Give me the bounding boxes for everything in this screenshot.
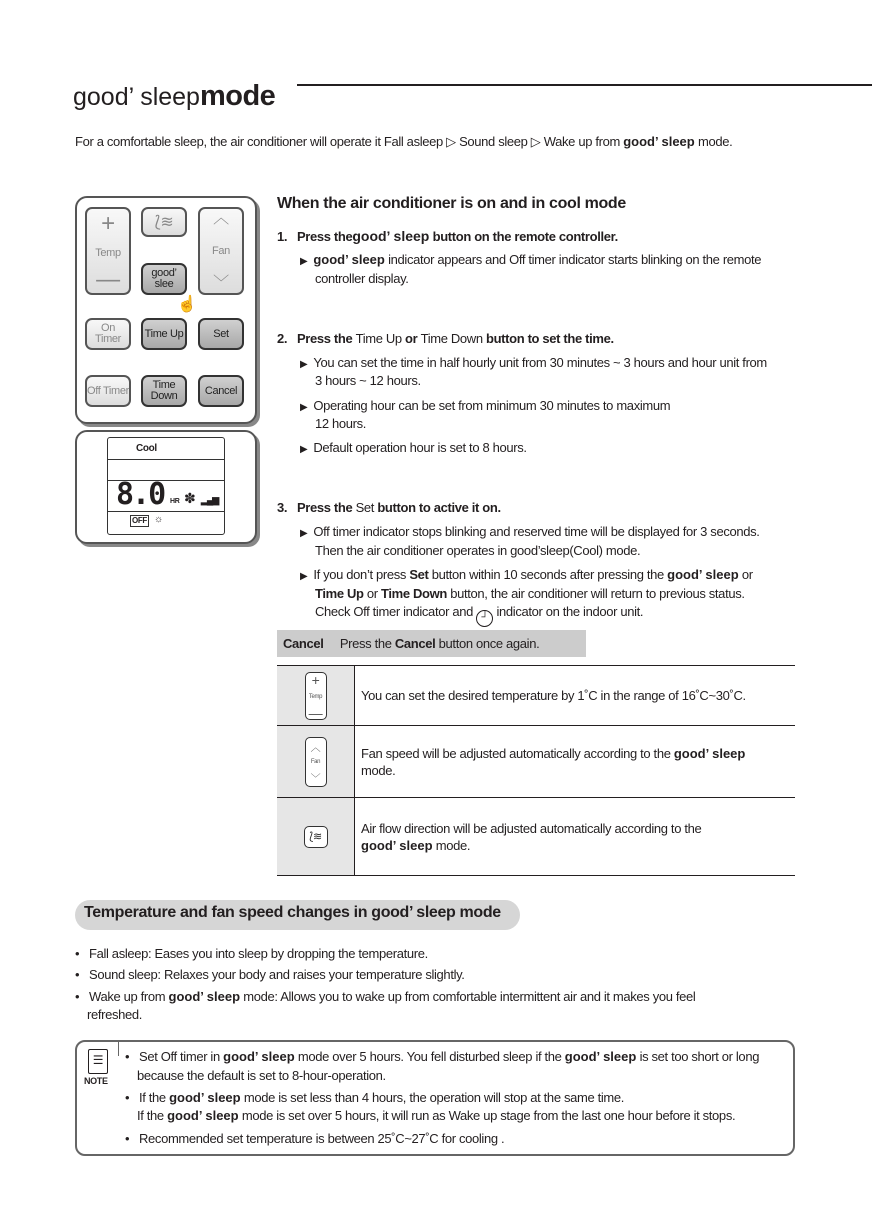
bullet: ▶ Default operation hour is set to 8 hours. [300, 440, 527, 455]
t: If you don’t press [313, 567, 410, 582]
t: Temperature and fan speed changes in [84, 904, 372, 921]
t: Time Down [381, 586, 447, 601]
plus-icon: + [101, 210, 115, 237]
t: Time Up [355, 331, 402, 346]
on-timer-button: On Timer [85, 318, 131, 350]
minus-icon: — [96, 266, 120, 293]
t: Press the [296, 500, 356, 515]
remote-illustration [75, 196, 257, 424]
time-down-button: Time Down [141, 375, 187, 407]
bullet: ▶ You can set the time in half hourly unit from 30 minutes ~ 3 hours and hour unit from [300, 355, 767, 370]
arrow-icon: ▷ [530, 134, 541, 149]
note-box [75, 1040, 795, 1156]
t: 3. [277, 500, 288, 515]
time-up-button: Time Up [141, 318, 187, 350]
t: You can set the time in half hourly unit from 30 minutes ~ 3 hours and hour unit from [313, 355, 767, 370]
brand: good’ sleep [313, 252, 385, 267]
fan-button-icon: ︿ Fan ﹀ [305, 737, 327, 787]
t: indicator on the indoor unit. [493, 604, 644, 619]
t: 2. [277, 331, 288, 346]
t: button on the remote controller. [429, 229, 618, 244]
t: Wake up from [89, 989, 169, 1004]
t: Press the [339, 636, 395, 651]
t: Time Down [420, 331, 483, 346]
bullet-cont [315, 604, 643, 627]
sleep-timer-icon: ☼ [154, 514, 163, 525]
arrow-icon: ▷ [446, 134, 456, 149]
t: mode over 5 hours. You fell disturbed sleep if the [294, 1049, 565, 1064]
brand: good’ sleep [352, 228, 430, 244]
bullet: ▶ Off timer indicator stops blinking and reserved time will be displayed for 3 seconds. [300, 524, 760, 539]
table-row [277, 726, 795, 798]
t: Temp [308, 693, 323, 700]
t: or [363, 586, 381, 601]
t: button, the air conditioner will return to previous status. [446, 586, 745, 601]
bullet-cont: Then the air conditioner operates in good’sleep(Cool) mode. [315, 543, 641, 558]
cancel-bar [277, 630, 586, 657]
t: Off timer indicator stops blinking and reserved time will be displayed for 3 seconds. [313, 524, 760, 539]
table-row [277, 798, 795, 876]
t: indicator appears and Off timer indicator starts blinking on the remote [384, 252, 762, 267]
t: mode. [361, 762, 396, 778]
t: Press the [296, 229, 353, 244]
note-label: NOTE [84, 1076, 108, 1086]
page-title [73, 80, 275, 113]
set-button: Set [198, 318, 244, 350]
bullet-cont: 3 hours ~ 12 hours. [315, 373, 421, 388]
temp-button-icon: + Temp — [305, 672, 327, 720]
t: Wake up from [543, 134, 624, 149]
brand: good’ sleep [371, 904, 456, 921]
t: You can set the desired temperature by 1˚C in the range of 16˚C~30˚C. [361, 688, 746, 703]
t: Operating hour can be set from minimum 30 minutes to maximum [313, 398, 671, 413]
brand: good’ sleep [168, 989, 241, 1004]
good-sleep-button: good’ slee [141, 263, 187, 295]
hand-pointer-icon: ☝ [177, 296, 197, 313]
note-item-cont: because the default is set to 8-hour-operation. [137, 1068, 386, 1083]
t: is set too short or long [636, 1049, 760, 1064]
brand: good’ sleep [223, 1049, 295, 1064]
step-3 [277, 500, 501, 515]
brand: good’ sleep [361, 837, 433, 853]
t: mode is set less than 4 hours, the operation will stop at the same time. [240, 1090, 625, 1105]
t: button to set the time. [482, 331, 614, 346]
t: button to active it on. [374, 500, 501, 515]
brand: good’ sleep [673, 745, 746, 761]
section-heading: When the air conditioner is on and in cool mode [277, 195, 626, 212]
brand: good’ sleep [667, 567, 739, 582]
t: Press the [296, 331, 356, 346]
signal-bars-icon: ▂▄▆ [201, 495, 219, 505]
fan-icon: ✽ [184, 490, 196, 506]
t: mode [455, 904, 501, 921]
bullet: ▶ good’ sleep indicator appears and Off timer indicator starts blinking on the remote [300, 252, 762, 267]
title-rule [297, 84, 872, 86]
brand: good’ sleep [564, 1049, 637, 1064]
list-item-cont: refreshed. [87, 1007, 143, 1022]
note-item: • Set Off timer in good’ sleep mode over 5 hours. You fell disturbed sleep if the good’ sleep is set too short or long [125, 1049, 760, 1064]
bullet: ▶ Operating hour can be set from minimum 30 minutes to maximum [300, 398, 671, 413]
t: Fan [212, 244, 230, 257]
t: mode: Allows you to wake up from comfortable intermittent air and it makes you feel [240, 989, 696, 1004]
off-timer-button: Off Timer [85, 375, 131, 407]
timer-icon: ┘ [476, 610, 493, 627]
t: Fall asleep [383, 134, 443, 149]
t: Sound sleep: Relaxes your body and raises your temperature slightly. [89, 967, 465, 982]
brand: good’ sleep [169, 1090, 241, 1105]
t: mode. [694, 134, 733, 149]
brand: good’ sleep [167, 1108, 239, 1123]
list-item: • Fall asleep: Eases you into sleep by dropping the temperature. [75, 946, 428, 961]
airflow-button: ⟅≋ [141, 207, 187, 237]
airflow-button-icon: ⟅≋ [304, 826, 328, 848]
note-item: • If the good’ sleep mode is set less than 4 hours, the operation will stop at the same time. [125, 1090, 625, 1105]
t: Air flow direction will be adjusted automatically according to the [361, 820, 702, 836]
note-item-cont [137, 1108, 735, 1123]
remote-display [75, 430, 257, 544]
list-item: • Wake up from good’ sleep mode: Allows you to wake up from comfortable intermittent air and it makes you feel [75, 989, 696, 1004]
t: Sound sleep [459, 134, 528, 149]
section-header [75, 900, 520, 930]
title-word: mode [199, 80, 276, 112]
t: Temp [95, 246, 121, 259]
brand-logo: good’ sleep [73, 83, 200, 111]
t: Recommended set temperature is between 25˚C~27˚C for cooling . [139, 1131, 505, 1146]
t: 1. [277, 229, 288, 244]
intro [75, 134, 732, 150]
step-2 [277, 331, 614, 346]
table-row [277, 666, 795, 726]
temp-button [85, 207, 131, 295]
bullet: ▶ If you don’t press Set button within 10 seconds after pressing the good’ sleep or [300, 567, 753, 582]
step-1 [277, 228, 618, 244]
mode-text: Cool [136, 443, 157, 454]
t: If the [139, 1090, 170, 1105]
t: Default operation hour is set to 8 hours. [313, 440, 527, 455]
t: For a comfortable sleep, the air conditioner will operate it [75, 134, 384, 149]
t: Cancel [394, 636, 436, 651]
t: Set [355, 500, 375, 515]
t: button within 10 seconds after pressing the [428, 567, 668, 582]
off-indicator: OFF [132, 516, 147, 525]
cancel-button: Cancel [198, 375, 244, 407]
timer-digits: 8.0 [116, 477, 165, 512]
t: Set [409, 567, 429, 582]
fan-button [198, 207, 244, 295]
unit: HR [170, 498, 180, 505]
note-item: • Recommended set temperature is between 25˚C~27˚C for cooling . [125, 1131, 505, 1146]
t: Fan speed will be adjusted automatically according to the [361, 745, 674, 761]
t: If the [137, 1108, 168, 1123]
bullet-cont [315, 586, 745, 601]
function-table [277, 665, 795, 876]
t: or [401, 331, 421, 346]
t: Set Off timer in [139, 1049, 224, 1064]
t: Time Up [315, 586, 364, 601]
note-icon: ☰ [88, 1049, 108, 1074]
t: Cancel [283, 636, 324, 651]
t: button once again. [435, 636, 540, 651]
bullet-cont: 12 hours. [315, 416, 367, 431]
chevron-up-icon: ︿ [213, 210, 229, 227]
t: Fan [310, 758, 321, 765]
list-item: • Sound sleep: Relaxes your body and raises your temperature slightly. [75, 967, 465, 982]
chevron-down-icon: ﹀ [213, 275, 229, 292]
t: mode. [432, 837, 471, 853]
bullet-cont: controller display. [315, 271, 409, 286]
t: Fall asleep: Eases you into sleep by dropping the temperature. [89, 946, 428, 961]
brand: good’ sleep [623, 134, 695, 149]
t: or [738, 567, 753, 582]
t: mode is set over 5 hours, it will run as Wake up stage from the last one hour before it stops. [238, 1108, 736, 1123]
t: Check Off timer indicator and [315, 604, 477, 619]
